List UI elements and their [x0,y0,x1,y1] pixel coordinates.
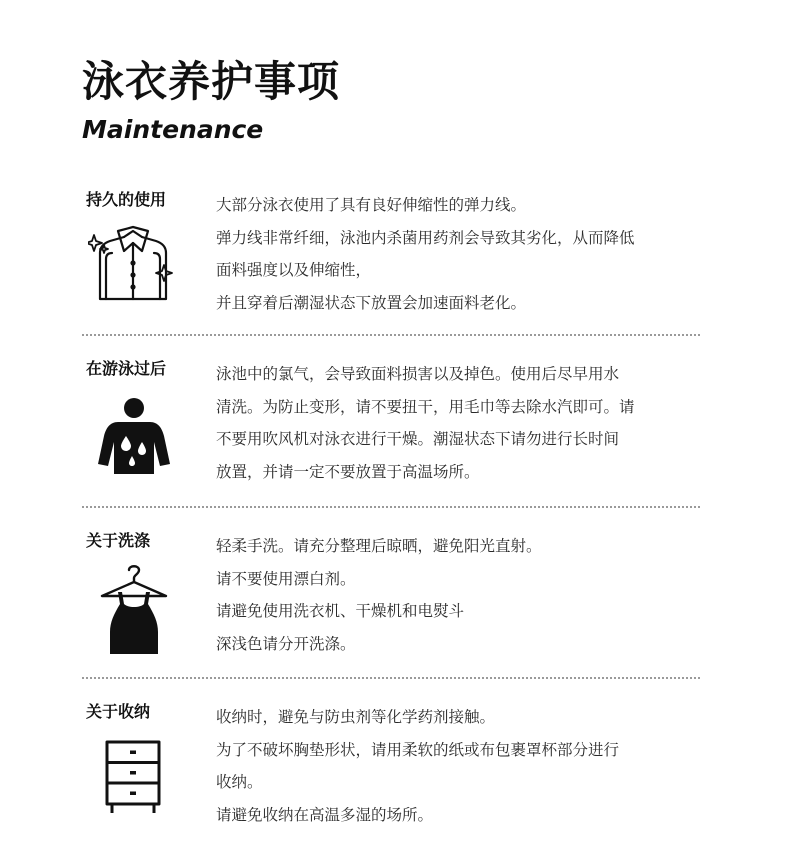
text-line: 收纳时，避免与防虫剂等化学药剂接触。 [216,708,496,726]
section-divider [82,334,700,336]
section-text [216,530,716,660]
section-divider [82,677,700,679]
text-line: 请不要使用漂白剂。 [216,569,356,588]
section-label: 持久的使用 [86,190,167,209]
text-line: 面料强度以及伸缩性， [216,261,372,279]
wet-person-icon [96,396,172,474]
drawer-cabinet-icon [104,739,162,815]
page-title: 泳衣养护事项 [82,57,341,106]
text-line: 并且穿着后潮湿状态下放置会加速面料老化。 [216,293,527,312]
shirt-sparkle-icon [88,223,178,305]
section-text [216,189,716,319]
section-label: 在游泳过后 [86,359,167,378]
text-line: 大部分泳衣使用了具有良好伸缩性的弹力线。 [216,196,527,214]
text-line: 轻柔手洗。请充分整理后晾晒，避免阳光直射。 [216,537,542,555]
text-line: 泳池中的氯气，会导致面料损害以及掉色。使用后尽早用水 [216,365,620,383]
section-label: 关于收纳 [86,702,151,721]
text-line: 收纳。 [216,773,263,791]
section-label: 关于洗涤 [86,531,151,550]
hanger-camisole-icon [98,562,170,656]
text-line: 请避免使用洗衣机、干燥机和电熨斗 [216,602,465,620]
section-text [216,701,716,831]
section-divider [82,506,700,508]
text-line: 弹力线非常纤细，泳池内杀菌用药剂会导致其劣化，从而降低 [216,228,635,247]
section-text [216,358,716,488]
text-line: 不要用吹风机对泳衣进行干燥。潮湿状态下请勿进行长时间 [216,430,620,448]
text-line: 为了不破坏胸垫形状，请用柔软的纸或布包裹罩杯部分进行 [216,740,620,759]
page-subtitle: Maintenance [82,115,264,144]
text-line: 深浅色请分开洗涤。 [216,634,356,653]
text-line: 放置，并请一定不要放置于高温场所。 [216,462,480,481]
text-line: 清洗。为防止变形，请不要扭干，用毛巾等去除水汽即可。请 [216,397,635,416]
text-line: 请避免收纳在高温多湿的场所。 [216,805,434,824]
